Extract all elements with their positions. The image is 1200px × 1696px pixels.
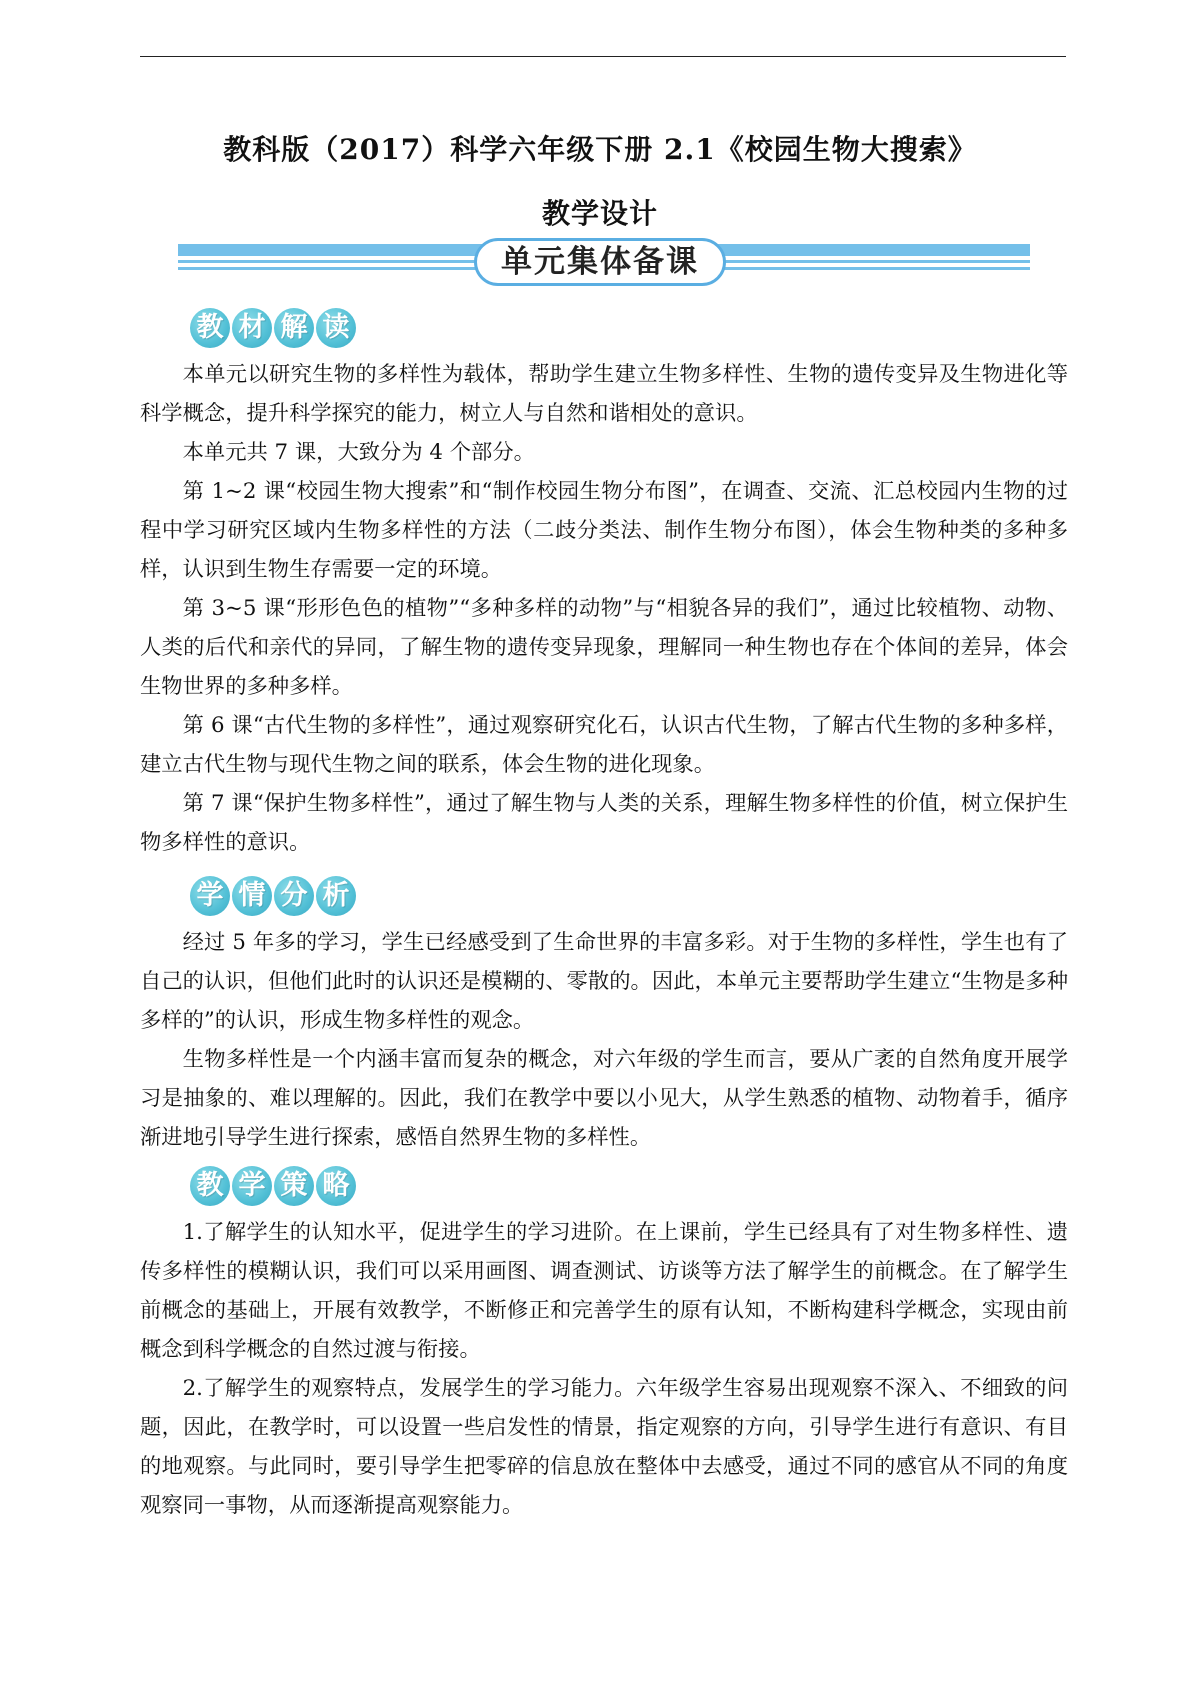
paragraph: 经过 5 年多的学习，学生已经感受到了生命世界的丰富多彩。对于生物的多样性，学生也有了自己的认识，但他们此时的认识还是模糊的、零散的。因此，本单元主要帮助学生建立“生物是多种多样的”的认识，形成生物多样性的观念。: [140, 930, 1068, 1033]
heading-char: 教: [190, 308, 230, 348]
unit-banner: [178, 242, 1030, 290]
section-body-teaching-strategy: [140, 1213, 1068, 1525]
heading-char: 解: [274, 308, 314, 348]
heading-char: 教: [190, 1166, 230, 1206]
heading-char: 读: [316, 308, 356, 348]
heading-char: 分: [274, 876, 314, 916]
heading-char: 学: [190, 876, 230, 916]
paragraph: 本单元以研究生物的多样性为载体，帮助学生建立生物多样性、生物的遗传变异及生物进化等科学概念，提升科学探究的能力，树立人与自然和谐相处的意识。: [140, 362, 1068, 426]
section-heading-textbook: [190, 308, 358, 352]
paragraph: 第 3~5 课“形形色色的植物”“多种多样的动物”与“相貌各异的我们”，通过比较植物、动物、人类的后代和亲代的异同，了解生物的遗传变异现象，理解同一种生物也存在个体间的差异，体会生物世界的多种多样。: [140, 596, 1068, 699]
document-subtitle: 教学设计: [541, 197, 658, 230]
heading-char: 情: [232, 876, 272, 916]
paragraph: 生物多样性是一个内涵丰富而复杂的概念，对六年级的学生而言，要从广袤的自然角度开展学习是抽象的、难以理解的。因此，我们在教学中要以小见大，从学生熟悉的植物、动物着手，循序渐进地引导学生进行探索，感悟自然界生物的多样性。: [140, 1047, 1068, 1150]
heading-char: 学: [232, 1166, 272, 1206]
section-body-student-analysis: [140, 923, 1068, 1157]
section-body-textbook: [140, 355, 1068, 862]
paragraph: 第 7 课“保护生物多样性”，通过了解生物与人类的关系，理解生物多样性的价值，树立保护生物多样性的意识。: [140, 791, 1068, 855]
paragraph: 本单元共 7 课，大致分为 4 个部分。: [182, 440, 535, 465]
section-heading-teaching-strategy: [190, 1166, 358, 1210]
banner-label: 单元集体备课: [474, 238, 726, 286]
heading-char: 策: [274, 1166, 314, 1206]
section-heading-student-analysis: [190, 876, 358, 920]
heading-char: 析: [316, 876, 356, 916]
paragraph: 第 1~2 课“校园生物大搜索”和“制作校园生物分布图”，在调查、交流、汇总校园内生物的过程中学习研究区域内生物多样性的方法（二歧分类法、制作生物分布图），体会生物种类的多种多样，认识到生物生存需要一定的环境。: [140, 479, 1068, 582]
header-rule: [140, 56, 1066, 57]
paragraph: 第 6 课“古代生物的多样性”，通过观察研究化石，认识古代生物，了解古代生物的多种多样，建立古代生物与现代生物之间的联系，体会生物的进化现象。: [140, 713, 1068, 777]
heading-char: 材: [232, 308, 272, 348]
heading-char: 略: [316, 1166, 356, 1206]
document-title: 教科版（2017）科学六年级下册 2.1《校园生物大搜索》: [223, 133, 977, 166]
paragraph: 1.了解学生的认知水平，促进学生的学习进阶。在上课前，学生已经具有了对生物多样性、遗传多样性的模糊认识，我们可以采用画图、调查测试、访谈等方法了解学生的前概念。在了解学生前概念的基础上，开展有效教学，不断修正和完善学生的原有认知，不断构建科学概念，实现由前概念到科学概念的自然过渡与衔接。: [140, 1220, 1068, 1362]
paragraph: 2.了解学生的观察特点，发展学生的学习能力。六年级学生容易出现观察不深入、不细致的问题，因此，在教学时，可以设置一些启发性的情景，指定观察的方向，引导学生进行有意识、有目的地观察。与此同时，要引导学生把零碎的信息放在整体中去感受，通过不同的感官从不同的角度观察同一事物，从而逐渐提高观察能力。: [140, 1376, 1068, 1518]
